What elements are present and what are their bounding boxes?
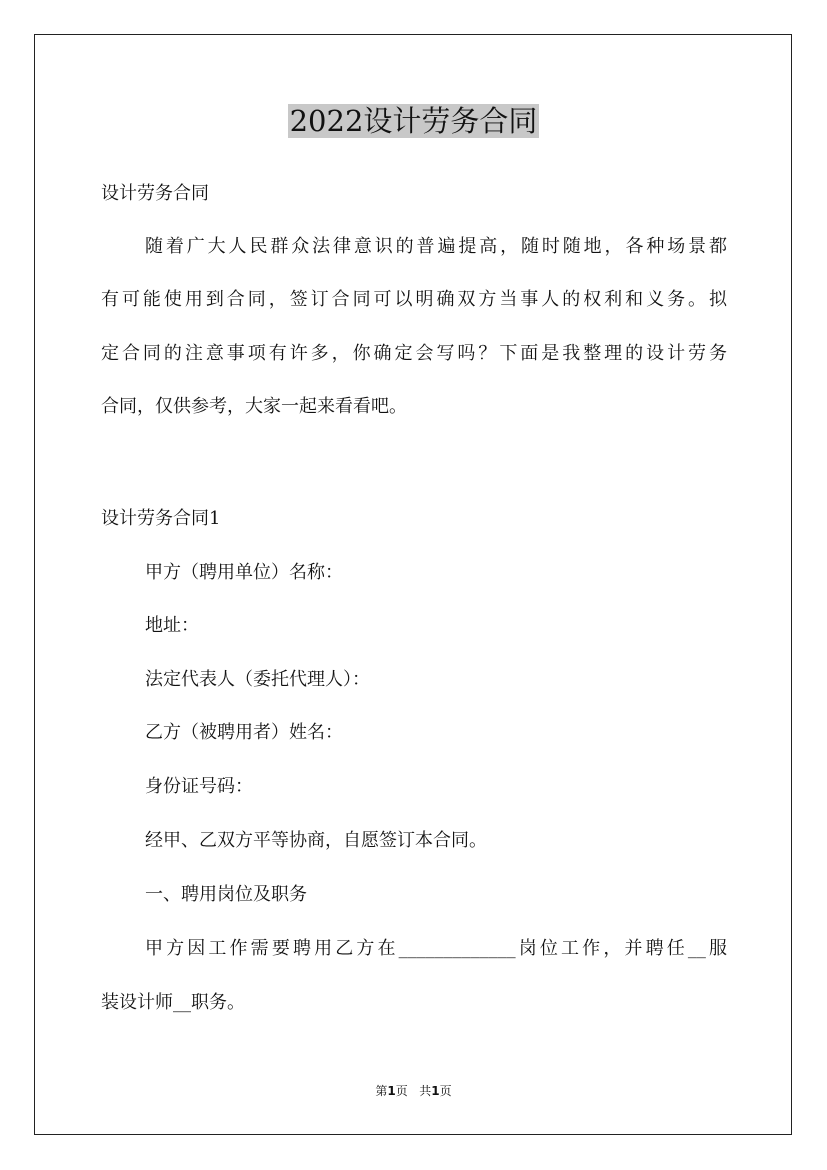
intro-line-3: 定合同的注意事项有许多，你确定会写吗？下面是我整理的设计劳务 <box>101 343 727 364</box>
field-legal-representative: 法定代表人（委托代理人）： <box>145 669 370 690</box>
field-party-a: 甲方（聘用单位）名称： <box>145 562 343 583</box>
document-title-text: 2022设计劳务合同 <box>289 104 538 138</box>
clause-1-line-2: 装设计师__职务。 <box>101 992 245 1013</box>
section-heading: 设计劳务合同1 <box>101 508 221 529</box>
footer-prefix: 第 <box>375 1084 388 1098</box>
intro-line-4: 合同，仅供参考，大家一起来看看吧。 <box>101 396 407 417</box>
footer-total-pages: 1 <box>431 1084 440 1098</box>
clause-1-line-1: 甲方因工作需要聘用乙方在_____________岗位工作，并聘任__服 <box>145 938 727 959</box>
footer-page-number: 1 <box>387 1084 396 1098</box>
footer-total-suffix: 页 <box>439 1084 452 1098</box>
page-footer <box>0 1083 827 1099</box>
field-id-number: 身份证号码： <box>145 776 253 797</box>
document-subtitle: 设计劳务合同 <box>101 183 209 204</box>
field-address: 地址： <box>145 615 199 636</box>
footer-total-prefix: 共 <box>419 1084 432 1098</box>
intro-line-1: 随着广大人民群众法律意识的普遍提高，随时随地，各种场景都 <box>145 236 727 257</box>
agreement-text: 经甲、乙双方平等协商，自愿签订本合同。 <box>145 830 487 851</box>
document-title <box>0 100 827 142</box>
footer-page-suffix: 页 <box>395 1084 408 1098</box>
intro-line-2: 有可能使用到合同，签订合同可以明确双方当事人的权利和义务。拟 <box>101 289 727 310</box>
field-party-b: 乙方（被聘用者）姓名： <box>145 722 343 743</box>
clause-1-heading: 一、聘用岗位及职务 <box>145 884 307 905</box>
